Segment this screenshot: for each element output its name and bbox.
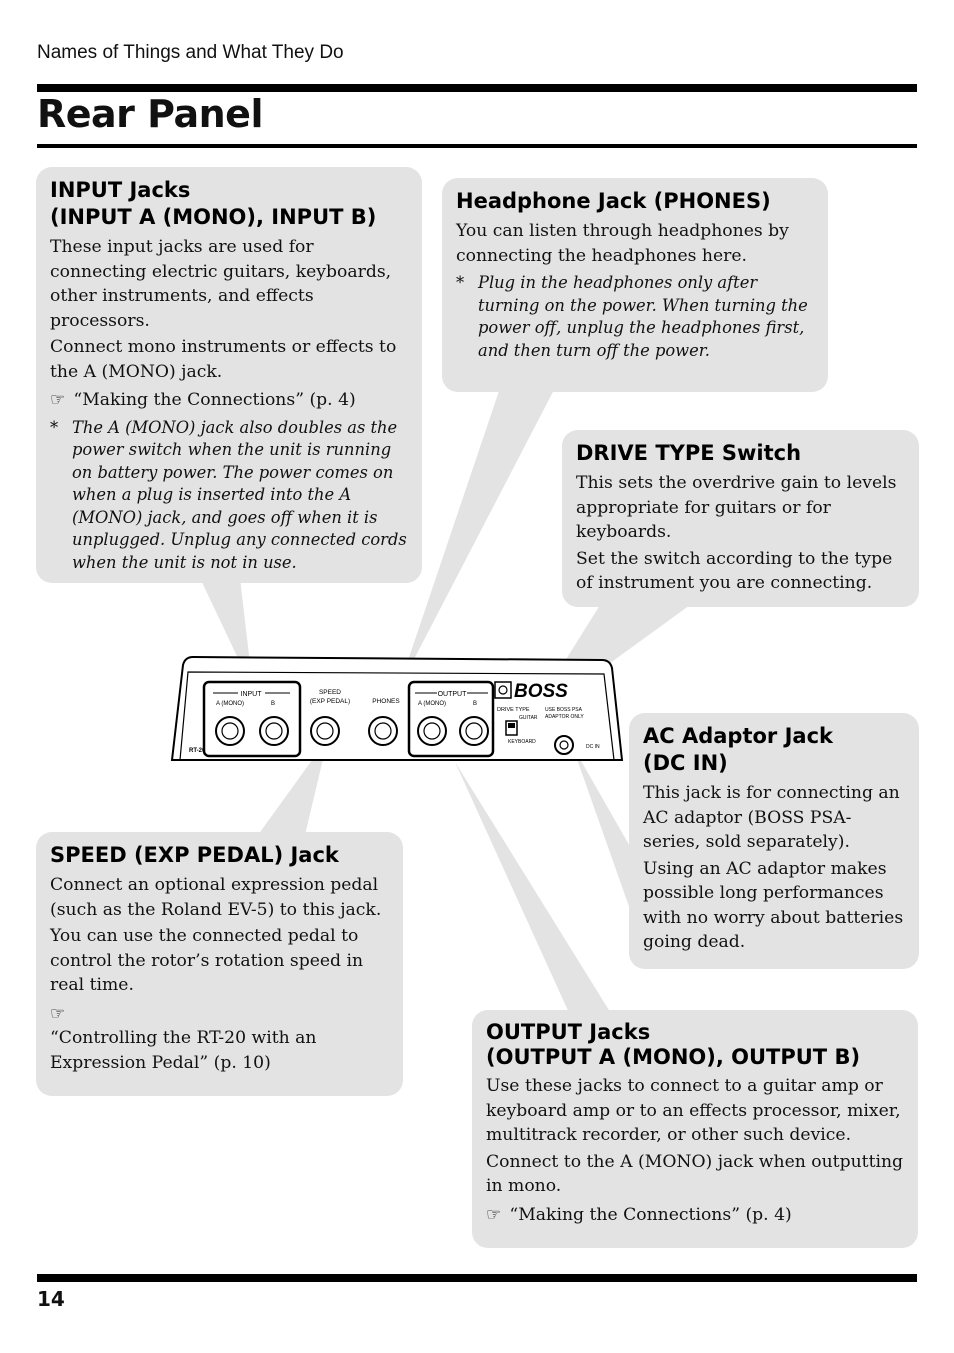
panel-guitar-label: GUITAR [519, 715, 538, 721]
output-jacks-reference: ☞ “Making the Connections” (p. 4) [486, 1204, 792, 1225]
panel-output-b-label: B [472, 701, 478, 707]
output-a-jack [418, 717, 446, 745]
speed-jack-title: SPEED (EXP PEDAL) Jack [50, 843, 339, 867]
callout-ac-adaptor-jack [629, 713, 919, 969]
bottom-rule [37, 1274, 917, 1282]
panel-adaptor-note-1: USE BOSS PSA [545, 707, 582, 713]
headphone-jack-note: * Plug in the headphones only after turning on the power. When turning the power off, unplug the headphones first, and then turn off the power. [456, 273, 808, 360]
panel-model-label: RT-20 [189, 748, 206, 754]
callout-headphone-jack [442, 178, 828, 392]
callout-output-jacks [472, 1010, 918, 1248]
output-b-jack [460, 717, 488, 745]
input-jacks-reference: ☞ “Making the Connections” (p. 4) [50, 390, 356, 410]
speed-jack-desc: Connect an optional expression pedal (such as the Roland EV-5) to this jack. [50, 875, 382, 920]
speed-jack-control: You can use the connected pedal to control the rotor’s rotation speed in real time. [50, 926, 364, 995]
panel-exp-label: (EXP PEDAL) [309, 698, 351, 705]
boss-logo-text: BOSS [514, 681, 568, 702]
input-b-jack [260, 717, 288, 745]
page-number: 14 [37, 1287, 65, 1311]
panel-adaptor-note-2: ADAPTOR ONLY [545, 714, 584, 720]
drive-type-title: DRIVE TYPE Switch [576, 441, 802, 465]
output-jacks-desc: Use these jacks to connect to a guitar amp or keyboard amp or to an effects processor, mixer, multitrack recorder, or other such device. [486, 1076, 901, 1145]
page-title: Rear Panel [37, 92, 263, 136]
output-pointer [455, 762, 612, 1015]
input-a-jack [216, 717, 244, 745]
pointing-hand-icon: ☞ [486, 1204, 502, 1225]
callout-drive-type-switch [562, 430, 919, 607]
drive-type-setting: Set the switch according to the type of instrument you are connecting. [576, 548, 893, 593]
speed-jack [311, 717, 339, 745]
ac-adaptor-desc: This jack is for connecting an AC adaptor (BOSS PSA-series, sold separately). [643, 783, 900, 852]
speed-jack-reference: ☞ “Controlling the RT-20 with an Expression Pedal” (p. 10) [50, 1003, 317, 1073]
input-jacks-title: INPUT Jacks (INPUT A (MONO), INPUT B) [50, 178, 377, 229]
ac-adaptor-benefit: Using an AC adaptor makes possible long performances with no worry about batteries going dead. [643, 858, 904, 952]
input-jacks-desc: These input jacks are used for connecting electric guitars, keyboards, other instruments, and effects processors. [50, 237, 392, 331]
panel-input-a-label: A (MONO) [216, 701, 244, 707]
ac-adaptor-title: AC Adaptor Jack (DC IN) [643, 724, 833, 775]
pointing-hand-icon: ☞ [50, 390, 66, 410]
pointing-hand-icon: ☞ [50, 1003, 66, 1024]
callout-speed-jack [36, 832, 403, 1096]
panel-input-label: INPUT [240, 691, 262, 698]
headphone-jack-title: Headphone Jack (PHONES) [456, 189, 771, 213]
output-jacks-mono-desc: Connect to the A (MONO) jack when outputting in mono. [486, 1151, 904, 1196]
panel-phones-label: PHONES [372, 698, 400, 705]
panel-speed-label: SPEED [318, 689, 342, 696]
panel-input-b-label: B [270, 701, 276, 707]
panel-drive-label: DRIVE TYPE [497, 707, 530, 713]
dc-in-jack [555, 736, 573, 754]
output-jacks-title: OUTPUT Jacks (OUTPUT A (MONO), OUTPUT B) [486, 1020, 861, 1069]
headphone-jack-desc: You can listen through headphones by connecting the headphones here. [456, 221, 789, 266]
section-header: Names of Things and What They Do [37, 42, 344, 63]
input-jacks-mono-desc: Connect mono instruments or effects to the A (MONO) jack. [50, 337, 397, 382]
panel-output-a-label: A (MONO) [418, 701, 446, 707]
input-jacks-note: * The A (MONO) jack also doubles as the power switch when the unit is running on battery power. The power comes on when a plug is inserted into the A (MONO) jack, and goes off when it is unplugged. Unplug any connected cords when the unit is not in use. [50, 417, 407, 572]
panel-output-label: OUTPUT [437, 691, 467, 698]
drive-type-desc: This sets the overdrive gain to levels appropriate for guitars or for keyboards. [576, 473, 897, 542]
panel-dc-label: DC IN [586, 744, 600, 750]
ac-pointer [572, 745, 632, 915]
panel-keyboard-label: KEYBOARD [508, 739, 536, 745]
phones-jack [369, 717, 397, 745]
callout-input-jacks [36, 167, 422, 583]
